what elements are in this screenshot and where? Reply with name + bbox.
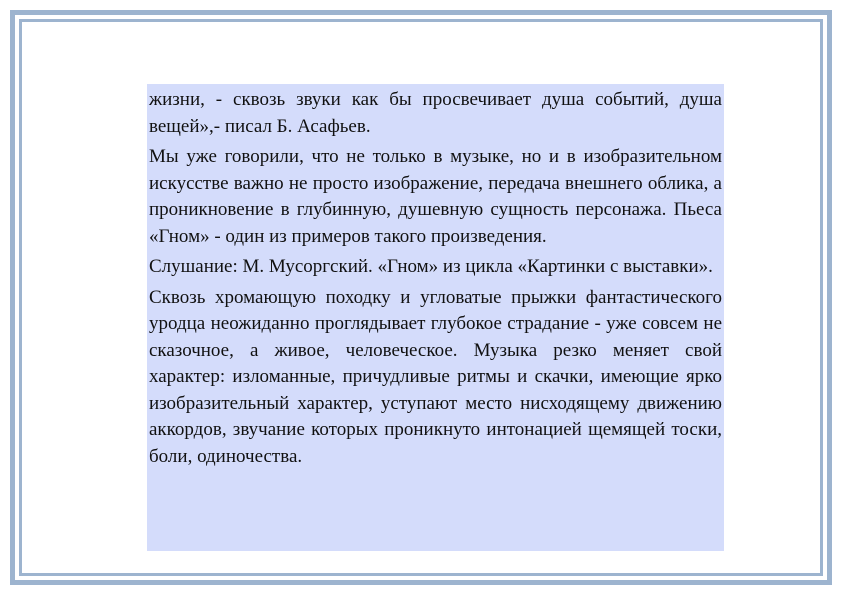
text-box — [147, 84, 724, 551]
paragraph-quote-end: жизни, - сквозь звуки как бы просвечивает душа событий, душа вещей»,- писал Б. Асафьев. — [149, 89, 722, 137]
paragraph-essence: Мы уже говорили, что не только в музыке, но и в изобразительном искусстве важно не просто изображение, передача внешнего облика, а проникновение в глубинную, душевную сущность персонажа. Пьеса «Гном» - один из примеров такого произведения. — [149, 146, 722, 247]
paragraph-listening: Слушание: М. Мусоргский. «Гном» из цикла «Картинки с выставки». — [149, 256, 713, 277]
paragraph-description: Сквозь хромающую походку и угловатые прыжки фантастического уродца неожиданно проглядывает глубокое страдание - уже совсем не сказочное, а живое, человеческое. Музыка резко меняет свой характер: изломанные, причудливые ритмы и скачки, имеющие ярко изобразительный характер, уступают место нисходящему движению аккордов, звучание которых проникнуто интонацией щемящей тоски, боли, одиночества. — [149, 286, 722, 467]
